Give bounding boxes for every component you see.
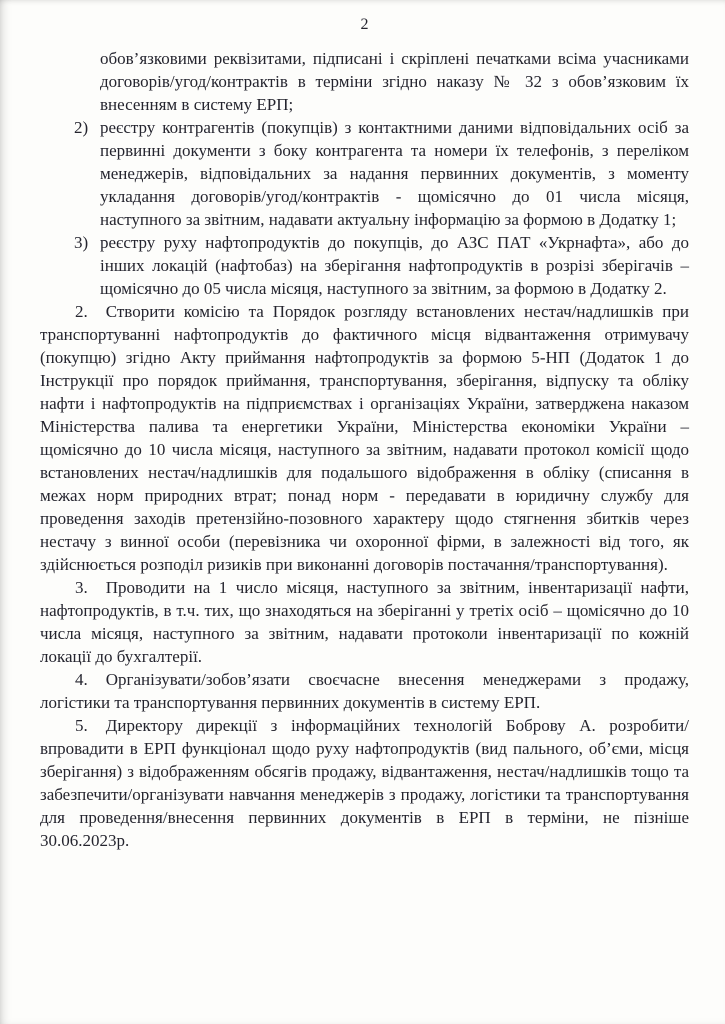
list-item-continuation: обов’язковими реквізитами, підписані і скріплені печатками всіма учасниками договорів/угод/контрактів в терміни згідно наказу № 32 з обов’язковим їх внесенням в систему ЕРП; xyxy=(100,49,689,114)
list-item xyxy=(74,116,689,231)
paragraph-text: Організувати/зобов’язати своєчасне внесення менеджерами з продажу, логістики та транспортування первинних документів в систему ЕРП. xyxy=(40,670,689,712)
numbered-list xyxy=(40,47,689,300)
paragraph-text: Проводити на 1 число місяця, наступного за звітним, інвентаризації нафти, нафтопродуктів, в т.ч. тих, що знаходяться на зберіганні у третіх осіб – щомісячно до 10 числа місяця, наступного за звітним, надавати протоколи інвентаризації по кожній локації до бухгалтерії. xyxy=(40,578,689,666)
page-number: 2 xyxy=(360,16,369,33)
paragraph xyxy=(40,714,689,852)
list-item-marker: 2) xyxy=(74,118,89,137)
list-item-text: реєстру контрагентів (покупців) з контактними даними відповідальних осіб за первинні документи з боку контрагента та номери їх телефонів, з переліком менеджерів, відповідальних за надання первинних документів, з моменту укладання договорів/угод/контрактів - щомісячно до 01 числа місяця, наступного за звітним, надавати актуальну інформацію за формою в Додатку 1; xyxy=(100,118,689,229)
list-item-marker: 3) xyxy=(74,233,89,252)
paragraph xyxy=(40,668,689,714)
document-body xyxy=(40,47,689,852)
paragraph-marker: 4. xyxy=(75,670,88,689)
paragraph-marker: 2. xyxy=(75,302,88,321)
list-item-text: реєстру руху нафтопродуктів до покупців, до АЗС ПАТ «Укрнафта», або до інших локацій (нафтобаз) на зберігання нафтопродуктів в розрізі зберігачів – щомісячно до 05 числа місяця, наступного за звітним, за формою в Додатку 2. xyxy=(100,233,689,298)
paragraph-marker: 3. xyxy=(75,578,88,597)
paragraph-text: Директору дирекції з інформаційних технологій Боброву А. розробити/впровадити в ЕРП функціонал щодо руху нафтопродуктів (вид пального, об’єми, місця зберігання) з відображенням обсягів продажу, відвантаження, нестач/надлишків тощо та забезпечити/організувати навчання менеджерів з продажу, логістики та транспортування для проведення/внесення первинних документів в ЕРП в терміни, не пізніше 30.06.2023р. xyxy=(40,716,689,850)
paragraph-marker: 5. xyxy=(75,716,88,735)
paragraph xyxy=(40,576,689,668)
paragraph xyxy=(40,300,689,576)
paragraph-text: Створити комісію та Порядок розгляду встановлених нестач/надлишків при транспортуванні нафтопродуктів до фактичного місця відвантаження отримувачу (покупцю) згідно Акту приймання нафтопродуктів за формою 5-НП (Додаток 1 до Інструкції про порядок приймання, транспортування, зберігання, відпуску та обліку нафти і нафтопродуктів на підприємствах і організаціях України, затверджена наказом Міністерства палива та енергетики України, Міністерства економіки України – щомісячно до 10 числа місяця, наступного за звітним, надавати протокол комісії щодо встановлених нестач/надлишків для подальшого відображення в обліку (списання в межах норм природних втрат; понад норм - передавати в юридичну службу для проведення заходів претензійно-позовного характеру щодо стягнення збитків через нестачу з винної особи (перевізника чи охоронної фірми, в залежності від того, як здійснюється розподіл ризиків при виконанні договорів постачання/транспортування). xyxy=(40,302,689,574)
list-item xyxy=(74,231,689,300)
